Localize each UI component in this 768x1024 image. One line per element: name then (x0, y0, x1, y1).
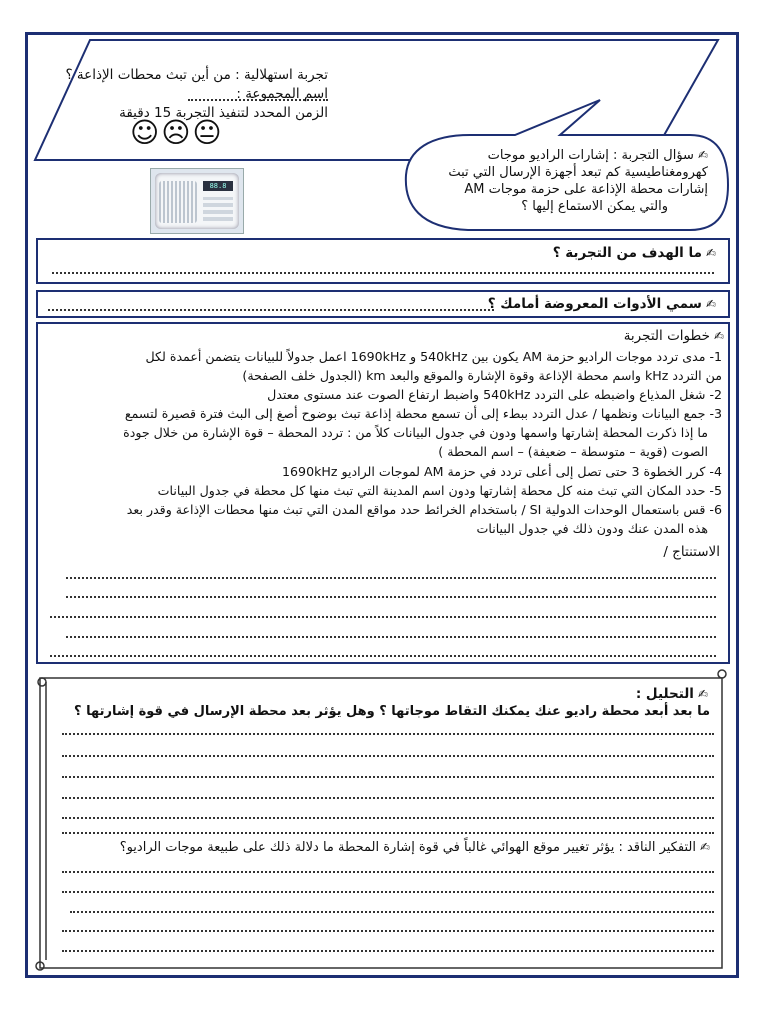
conclusion-line[interactable] (66, 577, 716, 579)
steps-title: ✍خطوات التجربة (623, 328, 724, 344)
step-line: 6- قس باستعمال الوحدات الدولية SI / باستخدام الخرائط حدد مواقع المدن التي تبث منها محطات الإذاعة وقدر بعد (126, 501, 722, 517)
pencil-icon: ✍ (705, 297, 716, 311)
sad-face-icon[interactable]: ☹ (161, 116, 193, 149)
step-line: ما إذا ذكرت المحطة إشارتها واسمها ودون في جدول البيانات كلاً من : تردد المحطة – قوة الإشارة من خلال جودة (123, 425, 708, 441)
conclusion-label: الاستنتاج / (663, 544, 720, 560)
step-line: 3- جمع البيانات ونظمها / عدل التردد ببطء إلى أن تسمع محطة إذاعة تبث بوضوح أصغ إلى البث فترة قصيرة لتسمع (124, 406, 722, 422)
critical-line[interactable] (62, 891, 714, 893)
pencil-icon: ✍ (705, 246, 716, 260)
pencil-icon: ✍ (699, 840, 710, 854)
header-line3: الزمن المحدد لتنفيذ التجربة 15 دقيقة (119, 105, 328, 121)
pencil-icon: ✍ (697, 687, 708, 701)
step-line: 4- كرر الخطوة 3 حتى تصل إلى أعلى تردد في حزمة AM لموجات الراديو 1690kHz (282, 463, 722, 479)
step-line: هذه المدن عنك ودون ذلك في جدول البيانات (476, 520, 708, 536)
step-line: 5- حدد المكان التي تبث منه كل محطة إشارتها ودون اسم المدينة التي تبث منها كل محطة في جدول البيانات (157, 482, 722, 498)
critical-line[interactable] (62, 950, 714, 952)
analysis-line[interactable] (62, 733, 714, 735)
critical-line[interactable] (62, 871, 714, 873)
group-name-field[interactable] (188, 99, 328, 101)
pencil-icon: ✍ (697, 148, 708, 162)
analysis-title: ✍التحليل : (635, 686, 708, 702)
conclusion-line[interactable] (50, 655, 716, 657)
tools-label: ✍سمي الأدوات المعروضة أمامك ؟ (487, 296, 716, 312)
critical-thinking: ✍التفكير الناقد : يؤثر تغيير موقع الهوائي غالباً في قوة إشارة المحطة ما دلالة ذلك على طبيعة موجات الراديو؟ (119, 840, 710, 855)
step-line: الصوت (قوية – متوسطة – ضعيفة) – اسم المحطة ) (438, 444, 708, 460)
faces (130, 116, 224, 149)
pencil-icon: ✍ (713, 329, 724, 343)
neutral-face-icon[interactable]: 😐 (192, 116, 224, 149)
analysis-line[interactable] (62, 797, 714, 799)
conclusion-line[interactable] (50, 616, 716, 618)
critical-line[interactable] (62, 930, 714, 932)
radio-display: 88.8 (203, 181, 233, 191)
goal-label: ✍ما الهدف من التجربة ؟ (552, 245, 716, 261)
happy-face-icon[interactable]: ☺ (130, 116, 162, 149)
analysis-line[interactable] (62, 817, 714, 819)
conclusion-line[interactable] (66, 596, 716, 598)
step-line: 2- شغل المذياع واضبطه على التردد 540kHz واضبط ارتفاع الصوت عند مستوى معتدل (267, 387, 722, 403)
analysis-line[interactable] (62, 755, 714, 757)
conclusion-line[interactable] (66, 636, 716, 638)
tools-answer-field[interactable] (48, 309, 494, 311)
steps-list (42, 347, 722, 538)
step-line: من التردد kHz واسم محطة الإذاعة وقوة الإشارة والموقع والبعد km (الجدول خلف الصفحة) (242, 368, 722, 384)
group-name-label: اسم المجموعة : (236, 86, 328, 102)
critical-line[interactable] (70, 911, 714, 913)
question-text: ✍سؤال التجربة : إشارات الراديو موجات كهرومغناطيسية كم تبعد أجهزة الإرسال التي تبث إشارات محطة الإذاعة على حزمة موجات AM والتي يمكن الاستماع إليها ؟ (448, 148, 708, 214)
analysis-line[interactable] (62, 776, 714, 778)
analysis-question: ما بعد أبعد محطة راديو عنك يمكنك التقاط موجاتها ؟ وهل يؤثر بعد محطة الإرسال في قوة إشارتها ؟ (74, 704, 710, 719)
step-line: 1- مدى تردد موجات الراديو حزمة AM يكون بين 540kHz و 1690kHz اعمل جدولاً للبيانات يتضمن أعمدة لكل (145, 349, 722, 364)
radio-image (150, 168, 244, 234)
analysis-line[interactable] (62, 832, 714, 834)
header-line1: تجربة استهلالية : من أين تبث محطات الإذاعة ؟ (65, 67, 328, 83)
goal-answer-field[interactable] (52, 272, 714, 274)
